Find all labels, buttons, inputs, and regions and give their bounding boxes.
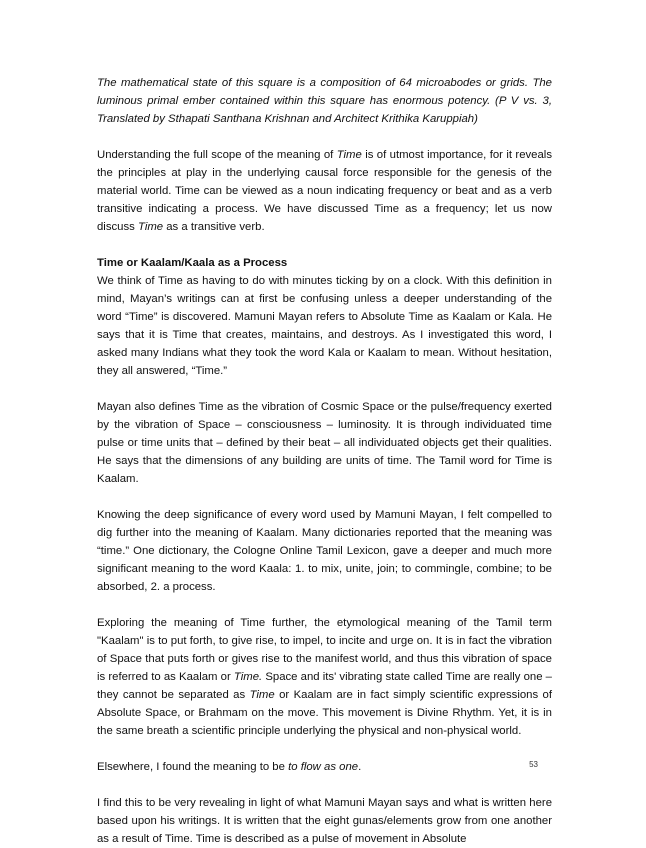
emphasis-time: Time xyxy=(137,221,164,233)
text-run: Elsewhere, I found the meaning to be xyxy=(97,761,289,773)
page-number: 53 xyxy=(529,760,538,769)
paragraph-vibration: Mayan also defines Time as the vibration of Cosmic Space or the pulse/frequency exerted by the vibration of Space – consciousness – luminosity. It is through individuated time pulse or time units that – defined by their beat – all individuated objects get their qualities. He says that the dimensions of any building are units of time. The Tamil word for Time is Kaalam. xyxy=(97,401,552,485)
emphasis-flow: to flow as one xyxy=(288,761,359,773)
paragraph-time-meaning xyxy=(97,146,552,236)
text-run: Understanding the full scope of the meaning of xyxy=(97,149,337,161)
paragraph-kaalam-intro: We think of Time as having to do with minutes ticking by on a clock. With this definition in mind, Mayan’s writings can at first be confusing unless a deeper understanding of the word “Time” is discovered. Mamuni Mayan refers to Absolute Time as Kaalam or Kala. He says that it is Time that creates, maintains, and destroys. As I investigated this word, I asked many Indians what they took the word Kala or Kaalam to mean. Without hesitation, they all answered, “Time.” xyxy=(97,275,552,377)
intro-quote: The mathematical state of this square is a composition of 64 microabodes or grids. The luminous primal ember contained within this square has enormous potency. (P V vs. 3, Translated by Sthapati Santhana Krishnan and Architect Krithika Karuppiah) xyxy=(97,77,552,125)
section-heading: Time or Kaalam/Kaala as a Process xyxy=(97,257,288,269)
text-run: . xyxy=(358,761,362,773)
text-run: as a transitive verb. xyxy=(163,221,265,233)
emphasis-time: Time. xyxy=(233,671,263,683)
emphasis-time: Time xyxy=(249,689,275,701)
paragraph-dictionary: Knowing the deep significance of every word used by Mamuni Mayan, I felt compelled to dig further into the meaning of Kaalam. Many dictionaries reported that the meaning was “time.” One dictionary, the Cologne Online Tamil Lexicon, gave a deeper and much more significant meaning to the word Kaala: 1. to mix, unite, join; to commingle, combine; to be absorbed, 2. a process. xyxy=(97,509,552,593)
text-run: Exploring the meaning of Time further, the etymological meaning of the Tamil term "Kaalam" is to put forth, to give rise, to impel, to incite and urge on. It is in fact the vibration of Space that puts forth or gives rise to the manifest world, and thus this vibration of space is referred to as Kaalam or xyxy=(97,617,552,683)
emphasis-time: Time xyxy=(336,149,362,161)
page-body xyxy=(97,74,552,848)
text-run: or Kaalam are in fact simply scientific expressions of Absolute Space, or Brahmam on the move. This movement is Divine Rhythm. Yet, it is in the same breath a scientific principle underlying the physical and non-physical world. xyxy=(97,689,552,737)
paragraph-etymology xyxy=(97,614,552,740)
paragraph-flow xyxy=(97,758,552,776)
text-run: is of utmost importance, for it reveals the principles at play in the underlying causal force responsible for the genesis of the material world. Time can be viewed as a noun indicating frequency or beat and as a verb transitive indicating a process. We have discussed Time as a frequency; let us now discuss xyxy=(97,149,552,233)
text-run: Space and its' vibrating state called Time are really one – they cannot be separated as xyxy=(97,671,552,701)
paragraph-gunas: I find this to be very revealing in light of what Mamuni Mayan says and what is written here based upon his writings. It is written that the eight gunas/elements grow from one another as a result of Time. Time is described as a pulse of movement in Absolute xyxy=(97,797,552,845)
